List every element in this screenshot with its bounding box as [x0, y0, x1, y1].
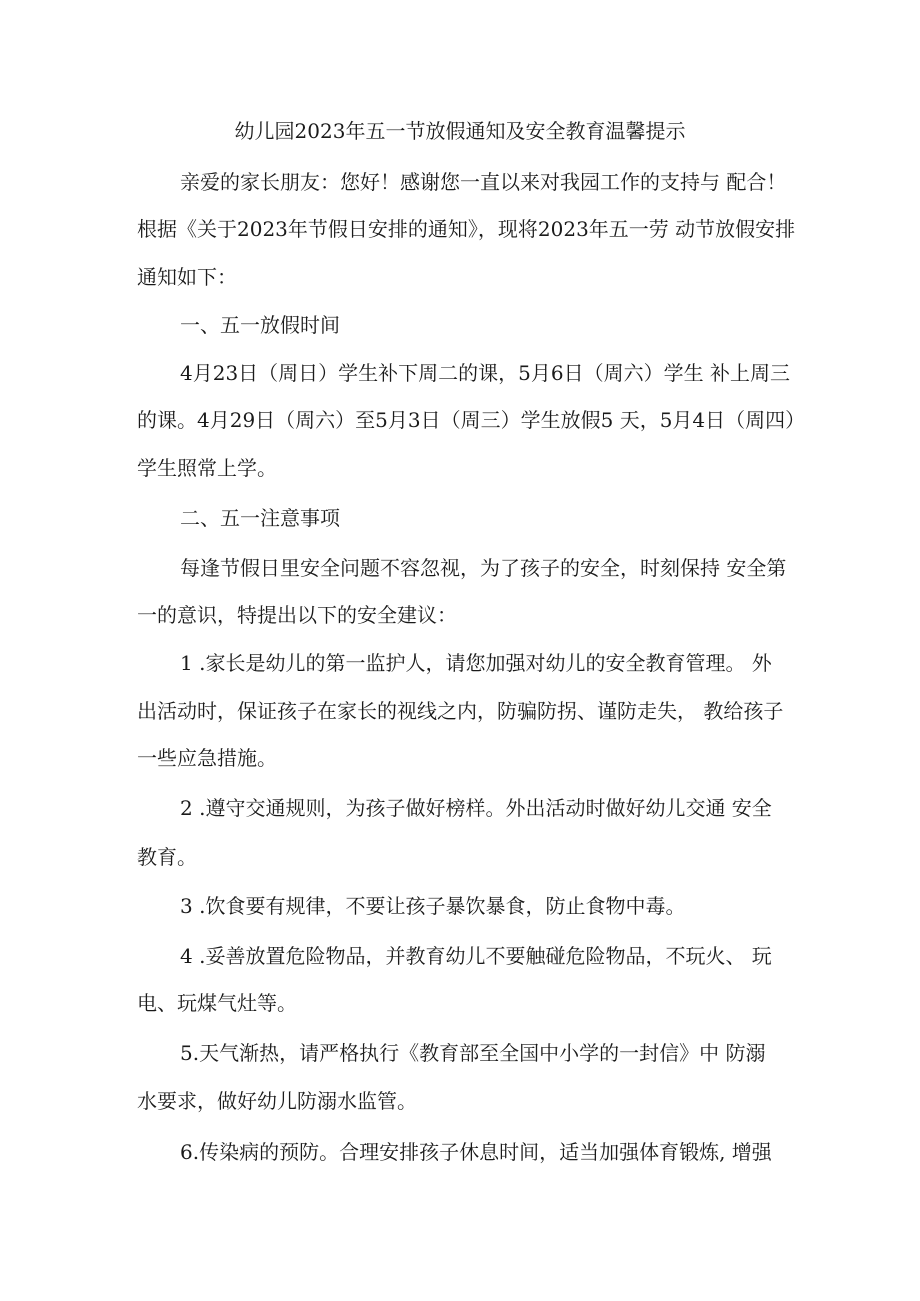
paragraph-schedule-line-2: 的课。4月29日（周六）至5月3日（周三）学生放假5 天，5月4日（周四） — [137, 408, 806, 432]
safety-item-1-line-3: 一些应急措施。 — [137, 746, 277, 770]
safety-item-1-line-1: 1 .家长是幼儿的第一监护人，请您加强对幼儿的安全教育管理。 外 — [180, 651, 772, 675]
safety-item-2-line-1: 2 .遵守交通规则，为孩子做好榜样。外出活动时做好幼儿交通 安全 — [180, 796, 772, 820]
document-title: 幼儿园2023年五一节放假通知及安全教育温馨提示 — [234, 119, 686, 143]
safety-item-5-line-1: 5.天气渐热，请严格执行《教育部至全国中小学的一封信》中 防溺 — [180, 1041, 766, 1065]
safety-item-6-line-1: 6.传染病的预防。合理安排孩子休息时间，适当加强体育锻炼, 增强 — [180, 1140, 772, 1164]
safety-item-1-line-2: 出活动时，保证孩子在家长的视线之内，防骗防拐、谨防走失， 教给孩子 — [137, 699, 784, 723]
paragraph-schedule-line-1: 4月23日（周日）学生补下周二的课，5月6日（周六）学生 补上周三 — [180, 361, 790, 385]
paragraph-greeting-line-2: 根据《关于2023年节假日安排的通知》，现将2023年五一劳 动节放假安排 — [137, 217, 796, 241]
paragraph-schedule-line-3: 学生照常上学。 — [137, 456, 277, 480]
safety-item-2-line-2: 教育。 — [137, 845, 197, 869]
safety-item-4-line-1: 4 .妥善放置危险物品，并教育幼儿不要触碰危险物品，不玩火、 玩 — [180, 944, 772, 968]
paragraph-greeting-line-1: 亲爱的家长朋友：您好！感谢您一直以来对我园工作的支持与 配合！ — [180, 170, 787, 194]
paragraph-safety-intro-line-1: 每逢节假日里安全问题不容忽视，为了孩子的安全，时刻保持 安全第 — [180, 556, 787, 580]
section-heading-holiday-time: 一、五一放假时间 — [180, 313, 340, 337]
paragraph-greeting-line-3: 通知如下： — [137, 265, 237, 289]
safety-item-5-line-2: 水要求，做好幼儿防溺水监管。 — [137, 1089, 417, 1113]
paragraph-safety-intro-line-2: 一的意识，特提出以下的安全建议： — [137, 603, 457, 627]
safety-item-4-line-2: 电、玩煤气灶等。 — [137, 991, 297, 1015]
safety-item-3: 3 .饮食要有规律，不要让孩子暴饮暴食，防止食物中毒。 — [180, 894, 686, 918]
section-heading-precautions: 二、五一注意事项 — [180, 506, 340, 530]
